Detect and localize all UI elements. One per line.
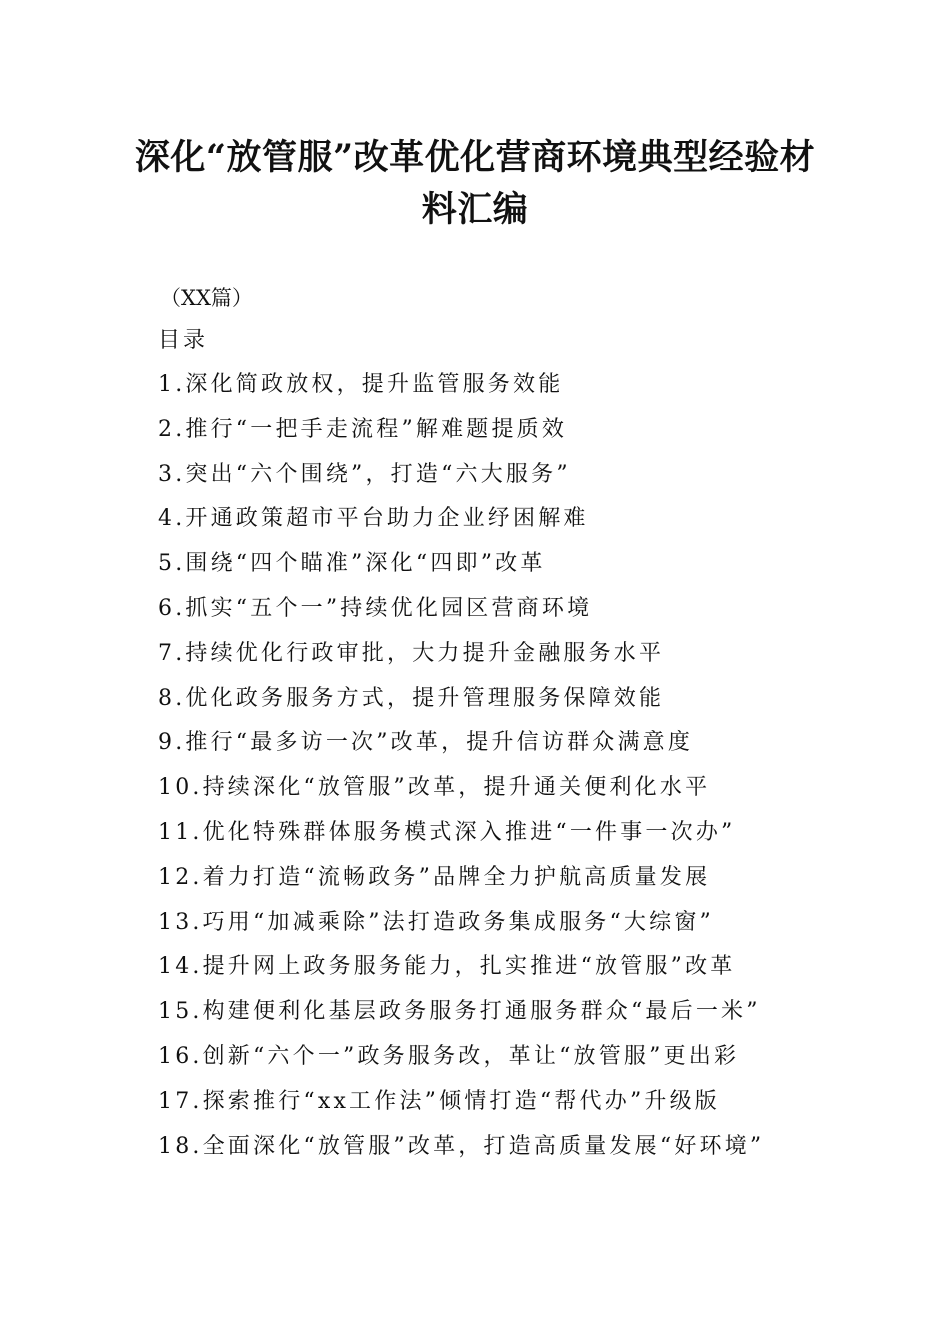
document-title [100,132,850,236]
toc-item: 2.推行“一把手走流程”解难题提质效 [158,416,568,442]
toc-item: 3.突出“六个围绕”，打造“六大服务” [158,461,571,487]
document-subtitle: （XX篇） [160,286,253,310]
toc-item: 7.持续优化行政审批，大力提升金融服务水平 [158,640,665,666]
toc-item: 11.优化特殊群体服务模式深入推进“一件事一次办” [158,819,736,845]
toc-heading: 目录 [158,328,209,353]
toc-item: 12.着力打造“流畅政务”品牌全力护航高质量发展 [158,864,711,890]
toc-item: 13.巧用“加减乘除”法打造政务集成服务“大综窗” [158,909,714,935]
title-line-1: 深化“放管服”改革优化营商环境典型经验材 [134,137,816,178]
toc-item: 14.提升网上政务服务能力，扎实推进“放管服”改革 [158,954,736,980]
toc-item: 10.持续深化“放管服”改革，提升通关便利化水平 [158,775,711,801]
table-of-contents [158,370,764,1176]
title-line-2: 料汇编 [421,189,529,230]
toc-item: 15.构建便利化基层政务服务打通服务群众“最后一米” [158,999,761,1025]
toc-item: 8.优化政务服务方式，提升管理服务保障效能 [158,685,665,711]
toc-item: 1.深化简政放权，提升监管服务效能 [158,372,564,397]
toc-item: 9.推行“最多访一次”改革，提升信访群众满意度 [158,730,694,756]
toc-item: 17.探索推行“xx工作法”倾情打造“帮代办”升级版 [158,1088,720,1114]
toc-item: 18.全面深化“放管服”改革，打造高质量发展“好环境” [158,1133,765,1159]
toc-item: 5.围绕“四个瞄准”深化“四即”改革 [158,551,546,577]
toc-item: 6.抓实“五个一”持续优化园区营商环境 [158,595,593,621]
toc-item: 4.开通政策超市平台助力企业纾困解难 [158,506,589,532]
toc-item: 16.创新“六个一”政务服务改，革让“放管服”更出彩 [158,1043,740,1069]
